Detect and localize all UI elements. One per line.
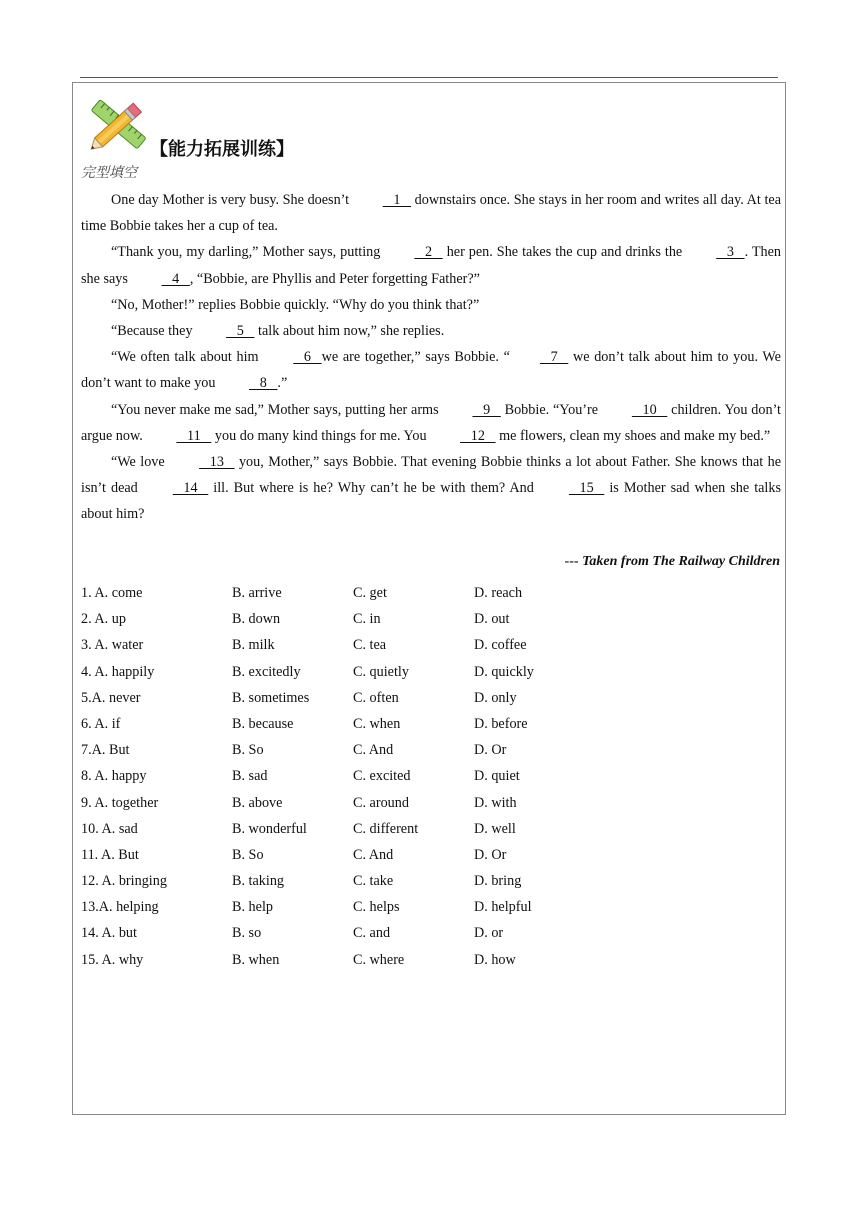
passage-text: “We love bbox=[111, 454, 170, 471]
option-choice: B. So bbox=[232, 846, 264, 863]
option-choice: B. because bbox=[232, 715, 294, 732]
option-choice: D. bring bbox=[474, 873, 522, 890]
passage-paragraph bbox=[81, 397, 781, 449]
option-choice: B. sometimes bbox=[232, 689, 310, 706]
option-choice: 3. A. water bbox=[81, 637, 144, 654]
option-row-15 bbox=[81, 947, 641, 973]
blank-3: 3 bbox=[716, 244, 745, 261]
option-choice: D. or bbox=[474, 925, 504, 942]
option-row-10 bbox=[81, 816, 641, 842]
blank-14: 14 bbox=[172, 480, 209, 497]
passage-paragraph bbox=[81, 344, 781, 396]
passage-text: .” bbox=[277, 375, 288, 392]
option-row-5 bbox=[81, 685, 641, 711]
option-choice: C. different bbox=[353, 820, 419, 837]
option-row-14 bbox=[81, 920, 641, 946]
option-choice: 1. A. come bbox=[81, 585, 143, 601]
option-choice: 9. A. together bbox=[81, 794, 159, 811]
passage-text: downstairs once. She stays in her room and writes all day. At tea time Bobbie takes her a cup of tea. bbox=[81, 192, 781, 235]
option-choice: D. helpful bbox=[474, 899, 532, 916]
answer-options bbox=[81, 580, 641, 973]
blank-1: 1 bbox=[382, 192, 412, 208]
option-choice: C. And bbox=[353, 742, 394, 759]
passage-text: “Because they bbox=[111, 323, 197, 340]
option-choice: B. help bbox=[232, 899, 273, 916]
blank-5: 5 bbox=[226, 323, 255, 340]
option-row-4 bbox=[81, 659, 641, 685]
option-choice: 10. A. sad bbox=[81, 820, 138, 837]
option-choice: 12. A. bringing bbox=[81, 873, 167, 890]
option-choice: C. often bbox=[353, 689, 399, 706]
passage-paragraph bbox=[81, 292, 781, 318]
option-row-9 bbox=[81, 790, 641, 816]
passage-paragraph bbox=[81, 449, 781, 528]
passage-text: you, Mother,” says Bobbie. That evening Bobbie thinks a lot about Father. She knows that he isn’t dead bbox=[81, 454, 782, 497]
passage-text: ill. But where is he? Why can’t he be with them? And bbox=[208, 480, 539, 497]
option-choice: B. taking bbox=[232, 873, 285, 890]
option-choice: 4. A. happily bbox=[81, 663, 155, 680]
cloze-passage bbox=[81, 187, 781, 528]
passage-text: is Mother sad when she talks about him? bbox=[81, 480, 781, 523]
option-row-13 bbox=[81, 894, 641, 920]
option-choice: B. excitedly bbox=[232, 663, 301, 680]
blank-8: 8 bbox=[249, 375, 278, 392]
option-choice: D. Or bbox=[474, 742, 507, 759]
passage-text: “No, Mother!” replies Bobbie quickly. “Why do you think that?” bbox=[111, 296, 480, 313]
passage-paragraph bbox=[81, 239, 781, 291]
blank-13: 13 bbox=[199, 454, 235, 471]
option-row-6 bbox=[81, 711, 641, 737]
blank-7: 7 bbox=[539, 349, 569, 366]
option-row-1 bbox=[81, 580, 641, 606]
passage-text: One day Mother is very busy. She doesn’t bbox=[111, 192, 353, 208]
option-choice: D. coffee bbox=[474, 637, 527, 654]
option-row-12 bbox=[81, 868, 641, 894]
option-choice: 14. A. but bbox=[81, 925, 137, 942]
passage-text: children. You don’t argue now. bbox=[81, 401, 781, 444]
passage-text: “We often talk about him bbox=[111, 349, 264, 366]
option-choice: D. how bbox=[474, 951, 516, 968]
option-choice: B. above bbox=[232, 794, 283, 811]
option-choice: 8. A. happy bbox=[81, 768, 147, 785]
option-choice: 5.A. never bbox=[81, 689, 141, 706]
option-choice: C. take bbox=[353, 873, 394, 890]
passage-paragraph bbox=[81, 187, 781, 239]
blank-4: 4 bbox=[161, 270, 190, 287]
passage-text: . Then she says bbox=[81, 244, 781, 287]
passage-text: her pen. She takes the cup and drinks the bbox=[442, 244, 687, 261]
option-choice: B. arrive bbox=[232, 585, 282, 601]
option-choice: D. only bbox=[474, 689, 517, 706]
option-choice: C. where bbox=[353, 951, 405, 968]
option-choice: B. wonderful bbox=[232, 820, 307, 837]
passage-text: we are together,” says Bobbie. “ bbox=[321, 349, 510, 366]
option-choice: C. around bbox=[353, 794, 409, 811]
passage-text: me flowers, clean my shoes and make my bed.” bbox=[495, 427, 771, 444]
passage-text: talk about him now,” she replies. bbox=[254, 323, 445, 340]
option-choice: 15. A. why bbox=[81, 951, 144, 968]
passage-paragraph bbox=[81, 318, 781, 344]
blank-15: 15 bbox=[568, 480, 605, 497]
option-choice: C. tea bbox=[353, 637, 387, 654]
option-choice: C. And bbox=[353, 846, 394, 863]
option-choice: B. when bbox=[232, 951, 280, 968]
option-row-3 bbox=[81, 632, 641, 658]
passage-source: --- Taken from The Railway Children bbox=[564, 554, 780, 569]
option-row-8 bbox=[81, 763, 641, 789]
option-choice: C. and bbox=[353, 925, 391, 942]
passage-text: Bobbie. “You’re bbox=[500, 401, 602, 418]
option-choice: C. get bbox=[353, 585, 387, 601]
top-rule bbox=[80, 77, 778, 78]
option-choice: D. before bbox=[474, 715, 528, 732]
option-choice: C. in bbox=[353, 611, 381, 628]
option-choice: 11. A. But bbox=[81, 846, 139, 863]
section-subtitle: 完型填空 bbox=[81, 165, 137, 181]
option-choice: D. reach bbox=[474, 585, 523, 601]
option-choice: C. quietly bbox=[353, 663, 409, 680]
option-choice: B. so bbox=[232, 925, 262, 942]
blank-12: 12 bbox=[460, 427, 496, 444]
blank-10: 10 bbox=[631, 401, 668, 418]
passage-text: , “Bobbie, are Phyllis and Peter forgetting Father?” bbox=[189, 270, 480, 287]
option-choice: D. quickly bbox=[474, 663, 534, 680]
pencil-ruler-icon bbox=[86, 95, 150, 155]
option-choice: B. sad bbox=[232, 768, 268, 785]
option-choice: D. out bbox=[474, 611, 510, 628]
blank-9: 9 bbox=[472, 401, 501, 418]
blank-6: 6 bbox=[293, 349, 322, 366]
option-choice: B. down bbox=[232, 611, 281, 628]
passage-text: you do many kind things for me. You bbox=[211, 427, 431, 444]
option-choice: D. well bbox=[474, 820, 516, 837]
option-choice: C. when bbox=[353, 715, 401, 732]
passage-text: “Thank you, my darling,” Mother says, putting bbox=[111, 244, 385, 261]
option-row-2 bbox=[81, 606, 641, 632]
option-choice: D. quiet bbox=[474, 768, 520, 785]
option-choice: 7.A. But bbox=[81, 742, 130, 759]
option-choice: 2. A. up bbox=[81, 611, 126, 628]
passage-text: “You never make me sad,” Mother says, putting her arms bbox=[111, 401, 443, 418]
option-choice: D. Or bbox=[474, 846, 507, 863]
option-row-7 bbox=[81, 737, 641, 763]
option-row-11 bbox=[81, 842, 641, 868]
option-choice: 13.A. helping bbox=[81, 899, 159, 916]
blank-11: 11 bbox=[176, 427, 212, 444]
option-choice: D. with bbox=[474, 794, 517, 811]
blank-2: 2 bbox=[414, 244, 443, 261]
option-choice: B. milk bbox=[232, 637, 275, 654]
option-choice: B. So bbox=[232, 742, 264, 759]
option-choice: C. helps bbox=[353, 899, 400, 916]
passage-text: we don’t talk about him to you. We don’t want to make you bbox=[81, 349, 781, 392]
option-choice: 6. A. if bbox=[81, 715, 121, 732]
option-choice: C. excited bbox=[353, 768, 411, 785]
section-heading: 【能力拓展训练】 bbox=[150, 139, 294, 160]
